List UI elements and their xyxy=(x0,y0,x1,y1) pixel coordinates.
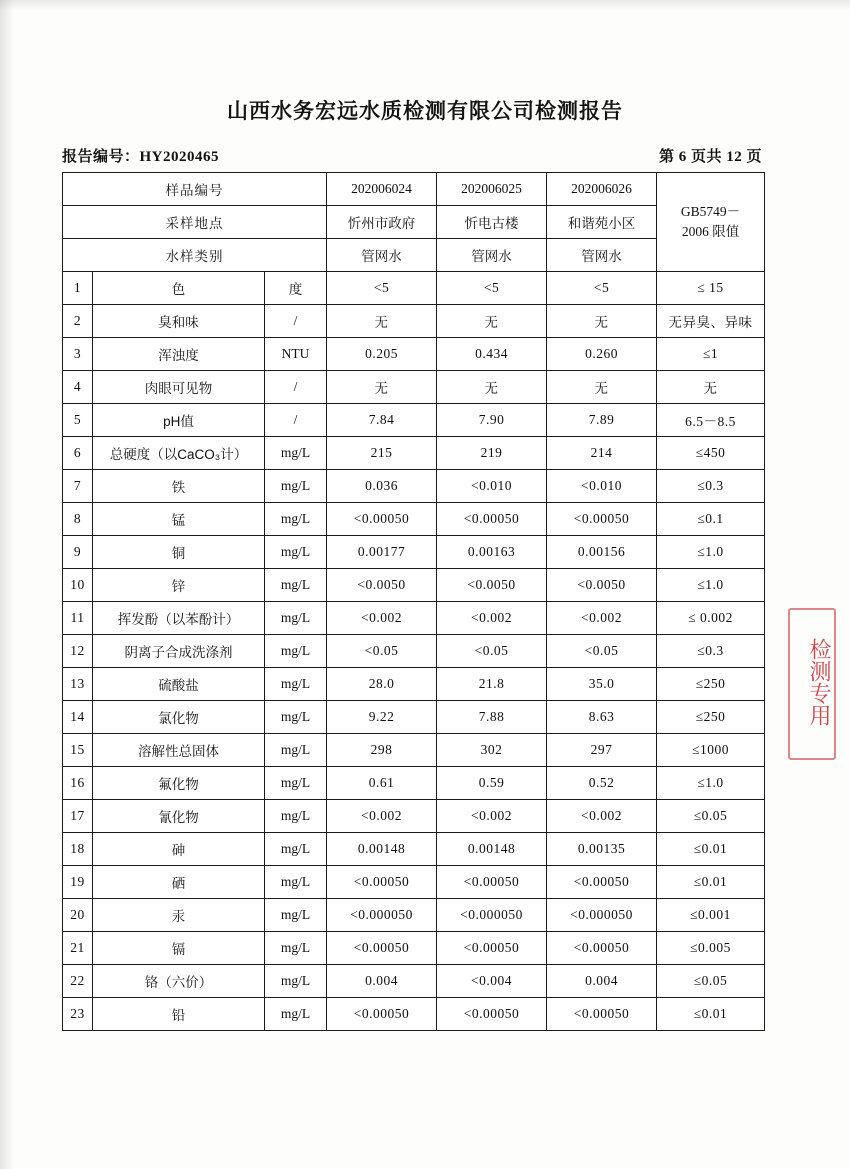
value-sample-3: 0.004 xyxy=(547,965,657,998)
value-sample-2: 7.90 xyxy=(437,404,547,437)
sample-no-3: 202006026 xyxy=(547,173,657,206)
unit: mg/L xyxy=(265,635,327,668)
row-index: 21 xyxy=(63,932,93,965)
row-index: 6 xyxy=(63,437,93,470)
unit: mg/L xyxy=(265,701,327,734)
value-sample-3: <0.010 xyxy=(547,470,657,503)
value-sample-3: 8.63 xyxy=(547,701,657,734)
water-type-3: 管网水 xyxy=(547,239,657,272)
limit-value: ≤1 xyxy=(657,338,765,371)
limit-value: ≤250 xyxy=(657,701,765,734)
limit-value: ≤0.3 xyxy=(657,470,765,503)
unit: 度 xyxy=(265,272,327,305)
limit-header-line2: 2006 限值 xyxy=(681,224,740,239)
value-sample-3: <0.002 xyxy=(547,602,657,635)
value-sample-3: 0.00135 xyxy=(547,833,657,866)
limit-value: ≤1000 xyxy=(657,734,765,767)
unit: mg/L xyxy=(265,800,327,833)
value-sample-2: 0.59 xyxy=(437,767,547,800)
value-sample-1: 0.00148 xyxy=(327,833,437,866)
value-sample-1: 28.0 xyxy=(327,668,437,701)
value-sample-2: 21.8 xyxy=(437,668,547,701)
table-row xyxy=(63,503,765,536)
unit: mg/L xyxy=(265,470,327,503)
unit: mg/L xyxy=(265,536,327,569)
table-row xyxy=(63,701,765,734)
value-sample-1: <0.002 xyxy=(327,602,437,635)
value-sample-3: <0.00050 xyxy=(547,998,657,1031)
value-sample-1: <0.00050 xyxy=(327,866,437,899)
page-number: 第 6 页共 12 页 xyxy=(658,149,762,165)
unit: mg/L xyxy=(265,602,327,635)
row-index: 10 xyxy=(63,569,93,602)
limit-value: ≤0.01 xyxy=(657,998,765,1031)
value-sample-3: <0.0050 xyxy=(547,569,657,602)
item-name: 氯化物 xyxy=(93,701,265,734)
value-sample-2: <0.002 xyxy=(437,602,547,635)
item-name: 铬（六价） xyxy=(93,965,265,998)
limit-value: 6.5－8.5 xyxy=(657,404,765,437)
table-row xyxy=(63,932,765,965)
item-name: pH值 xyxy=(93,404,265,437)
report-meta xyxy=(62,145,762,167)
value-sample-2: <0.0050 xyxy=(437,569,547,602)
value-sample-2: 302 xyxy=(437,734,547,767)
value-sample-2: <0.00050 xyxy=(437,503,547,536)
value-sample-1: 7.84 xyxy=(327,404,437,437)
limit-value: ≤ 0.002 xyxy=(657,602,765,635)
limit-value: ≤450 xyxy=(657,437,765,470)
item-name: 肉眼可见物 xyxy=(93,371,265,404)
limit-value: ≤0.05 xyxy=(657,800,765,833)
value-sample-2: 无 xyxy=(437,371,547,404)
limit-value: ≤ 15 xyxy=(657,272,765,305)
item-name: 镉 xyxy=(93,932,265,965)
table-row xyxy=(63,404,765,437)
limit-value: ≤1.0 xyxy=(657,767,765,800)
value-sample-1: 0.036 xyxy=(327,470,437,503)
unit: mg/L xyxy=(265,833,327,866)
limit-value: ≤0.1 xyxy=(657,503,765,536)
value-sample-3: 0.52 xyxy=(547,767,657,800)
limit-header xyxy=(657,173,765,272)
value-sample-1: 298 xyxy=(327,734,437,767)
row-index: 18 xyxy=(63,833,93,866)
table-row xyxy=(63,602,765,635)
unit: / xyxy=(265,305,327,338)
row-index: 9 xyxy=(63,536,93,569)
limit-value: ≤250 xyxy=(657,668,765,701)
unit: mg/L xyxy=(265,767,327,800)
value-sample-2: <0.002 xyxy=(437,800,547,833)
row-index: 1 xyxy=(63,272,93,305)
unit: NTU xyxy=(265,338,327,371)
value-sample-1: 0.205 xyxy=(327,338,437,371)
value-sample-3: 无 xyxy=(547,371,657,404)
value-sample-2: 0.434 xyxy=(437,338,547,371)
value-sample-1: <0.00050 xyxy=(327,932,437,965)
table-row xyxy=(63,305,765,338)
table-row xyxy=(63,470,765,503)
unit: mg/L xyxy=(265,932,327,965)
limit-value: ≤1.0 xyxy=(657,536,765,569)
unit: mg/L xyxy=(265,668,327,701)
table-row xyxy=(63,569,765,602)
header-row-sample-no xyxy=(63,173,765,206)
unit: mg/L xyxy=(265,899,327,932)
table-row xyxy=(63,536,765,569)
unit: mg/L xyxy=(265,734,327,767)
unit: mg/L xyxy=(265,965,327,998)
value-sample-2: <0.00050 xyxy=(437,932,547,965)
item-name: 硒 xyxy=(93,866,265,899)
value-sample-2: <5 xyxy=(437,272,547,305)
item-name: 铅 xyxy=(93,998,265,1031)
limit-value: ≤0.3 xyxy=(657,635,765,668)
table-row xyxy=(63,437,765,470)
value-sample-1: <5 xyxy=(327,272,437,305)
value-sample-2: <0.00050 xyxy=(437,866,547,899)
row-index: 23 xyxy=(63,998,93,1031)
item-name: 汞 xyxy=(93,899,265,932)
value-sample-1: <0.002 xyxy=(327,800,437,833)
value-sample-3: 无 xyxy=(547,305,657,338)
item-name: 总硬度（以CaCO₃计） xyxy=(93,437,265,470)
sample-no-2: 202006025 xyxy=(437,173,547,206)
unit: mg/L xyxy=(265,998,327,1031)
location-2: 忻电古楼 xyxy=(437,206,547,239)
water-quality-table xyxy=(62,172,765,1031)
row-index: 3 xyxy=(63,338,93,371)
value-sample-1: <0.05 xyxy=(327,635,437,668)
page-title: 山西水务宏远水质检测有限公司检测报告 xyxy=(227,100,623,123)
unit: mg/L xyxy=(265,437,327,470)
unit: mg/L xyxy=(265,569,327,602)
limit-value: ≤0.05 xyxy=(657,965,765,998)
row-index: 20 xyxy=(63,899,93,932)
item-name: 色 xyxy=(93,272,265,305)
limit-value: ≤0.005 xyxy=(657,932,765,965)
limit-value: 无 xyxy=(657,371,765,404)
value-sample-1: <0.00050 xyxy=(327,503,437,536)
row-index: 12 xyxy=(63,635,93,668)
value-sample-3: <0.00050 xyxy=(547,866,657,899)
value-sample-3: <0.00050 xyxy=(547,503,657,536)
row-index: 7 xyxy=(63,470,93,503)
water-type-2: 管网水 xyxy=(437,239,547,272)
location-1: 忻州市政府 xyxy=(327,206,437,239)
value-sample-1: 无 xyxy=(327,305,437,338)
value-sample-2: <0.00050 xyxy=(437,998,547,1031)
value-sample-3: <0.000050 xyxy=(547,899,657,932)
item-name: 阴离子合成洗涤剂 xyxy=(93,635,265,668)
value-sample-3: 297 xyxy=(547,734,657,767)
value-sample-3: 7.89 xyxy=(547,404,657,437)
value-sample-2: 7.88 xyxy=(437,701,547,734)
limit-value: ≤0.001 xyxy=(657,899,765,932)
value-sample-3: <0.05 xyxy=(547,635,657,668)
limit-value: ≤1.0 xyxy=(657,569,765,602)
row-index: 8 xyxy=(63,503,93,536)
row-index: 14 xyxy=(63,701,93,734)
row-index: 15 xyxy=(63,734,93,767)
value-sample-1: <0.000050 xyxy=(327,899,437,932)
table-row xyxy=(63,998,765,1031)
row-index: 2 xyxy=(63,305,93,338)
item-name: 溶解性总固体 xyxy=(93,734,265,767)
row-index: 4 xyxy=(63,371,93,404)
company-seal: 检测专用 xyxy=(807,638,832,726)
row-index: 11 xyxy=(63,602,93,635)
row-index: 19 xyxy=(63,866,93,899)
sample-no-1: 202006024 xyxy=(327,173,437,206)
item-name: 铁 xyxy=(93,470,265,503)
table-row xyxy=(63,965,765,998)
value-sample-3: <0.002 xyxy=(547,800,657,833)
unit: / xyxy=(265,371,327,404)
value-sample-2: 0.00163 xyxy=(437,536,547,569)
table-row xyxy=(63,272,765,305)
row-index: 17 xyxy=(63,800,93,833)
table-row xyxy=(63,668,765,701)
header-label-location: 采样地点 xyxy=(63,206,327,239)
item-name: 氟化物 xyxy=(93,767,265,800)
item-name: 砷 xyxy=(93,833,265,866)
table-row xyxy=(63,635,765,668)
page-edge-shadow xyxy=(0,0,14,1169)
unit: / xyxy=(265,404,327,437)
item-name: 挥发酚（以苯酚计） xyxy=(93,602,265,635)
table-row xyxy=(63,734,765,767)
row-index: 13 xyxy=(63,668,93,701)
item-name: 臭和味 xyxy=(93,305,265,338)
value-sample-1: 0.00177 xyxy=(327,536,437,569)
value-sample-2: <0.004 xyxy=(437,965,547,998)
value-sample-2: 0.00148 xyxy=(437,833,547,866)
value-sample-3: 35.0 xyxy=(547,668,657,701)
value-sample-1: 9.22 xyxy=(327,701,437,734)
limit-value: ≤0.01 xyxy=(657,833,765,866)
value-sample-1: <0.0050 xyxy=(327,569,437,602)
value-sample-3: <0.00050 xyxy=(547,932,657,965)
value-sample-3: <5 xyxy=(547,272,657,305)
header-label-sample-no: 样品编号 xyxy=(63,173,327,206)
value-sample-2: 无 xyxy=(437,305,547,338)
table-row xyxy=(63,899,765,932)
table-row xyxy=(63,338,765,371)
item-name: 硫酸盐 xyxy=(93,668,265,701)
item-name: 锌 xyxy=(93,569,265,602)
value-sample-2: <0.010 xyxy=(437,470,547,503)
location-3: 和谐苑小区 xyxy=(547,206,657,239)
item-name: 锰 xyxy=(93,503,265,536)
table-row xyxy=(63,767,765,800)
value-sample-1: <0.00050 xyxy=(327,998,437,1031)
value-sample-3: 0.260 xyxy=(547,338,657,371)
page-top-shadow xyxy=(0,0,850,10)
value-sample-2: <0.000050 xyxy=(437,899,547,932)
unit: mg/L xyxy=(265,503,327,536)
table-row xyxy=(63,371,765,404)
value-sample-3: 0.00156 xyxy=(547,536,657,569)
row-index: 5 xyxy=(63,404,93,437)
value-sample-2: <0.05 xyxy=(437,635,547,668)
unit: mg/L xyxy=(265,866,327,899)
item-name: 氰化物 xyxy=(93,800,265,833)
item-name: 铜 xyxy=(93,536,265,569)
value-sample-1: 0.61 xyxy=(327,767,437,800)
row-index: 22 xyxy=(63,965,93,998)
report-number: 报告编号：HY2020465 xyxy=(62,149,220,165)
value-sample-2: 219 xyxy=(437,437,547,470)
water-type-1: 管网水 xyxy=(327,239,437,272)
value-sample-1: 无 xyxy=(327,371,437,404)
value-sample-1: 215 xyxy=(327,437,437,470)
table-row xyxy=(63,866,765,899)
header-label-water-type: 水样类别 xyxy=(63,239,327,272)
item-name: 浑浊度 xyxy=(93,338,265,371)
table-row xyxy=(63,800,765,833)
value-sample-1: 0.004 xyxy=(327,965,437,998)
value-sample-3: 214 xyxy=(547,437,657,470)
table-row xyxy=(63,833,765,866)
limit-value: ≤0.01 xyxy=(657,866,765,899)
row-index: 16 xyxy=(63,767,93,800)
limit-value: 无异臭、异味 xyxy=(657,305,765,338)
limit-header-line1: GB5749－ xyxy=(680,203,741,219)
